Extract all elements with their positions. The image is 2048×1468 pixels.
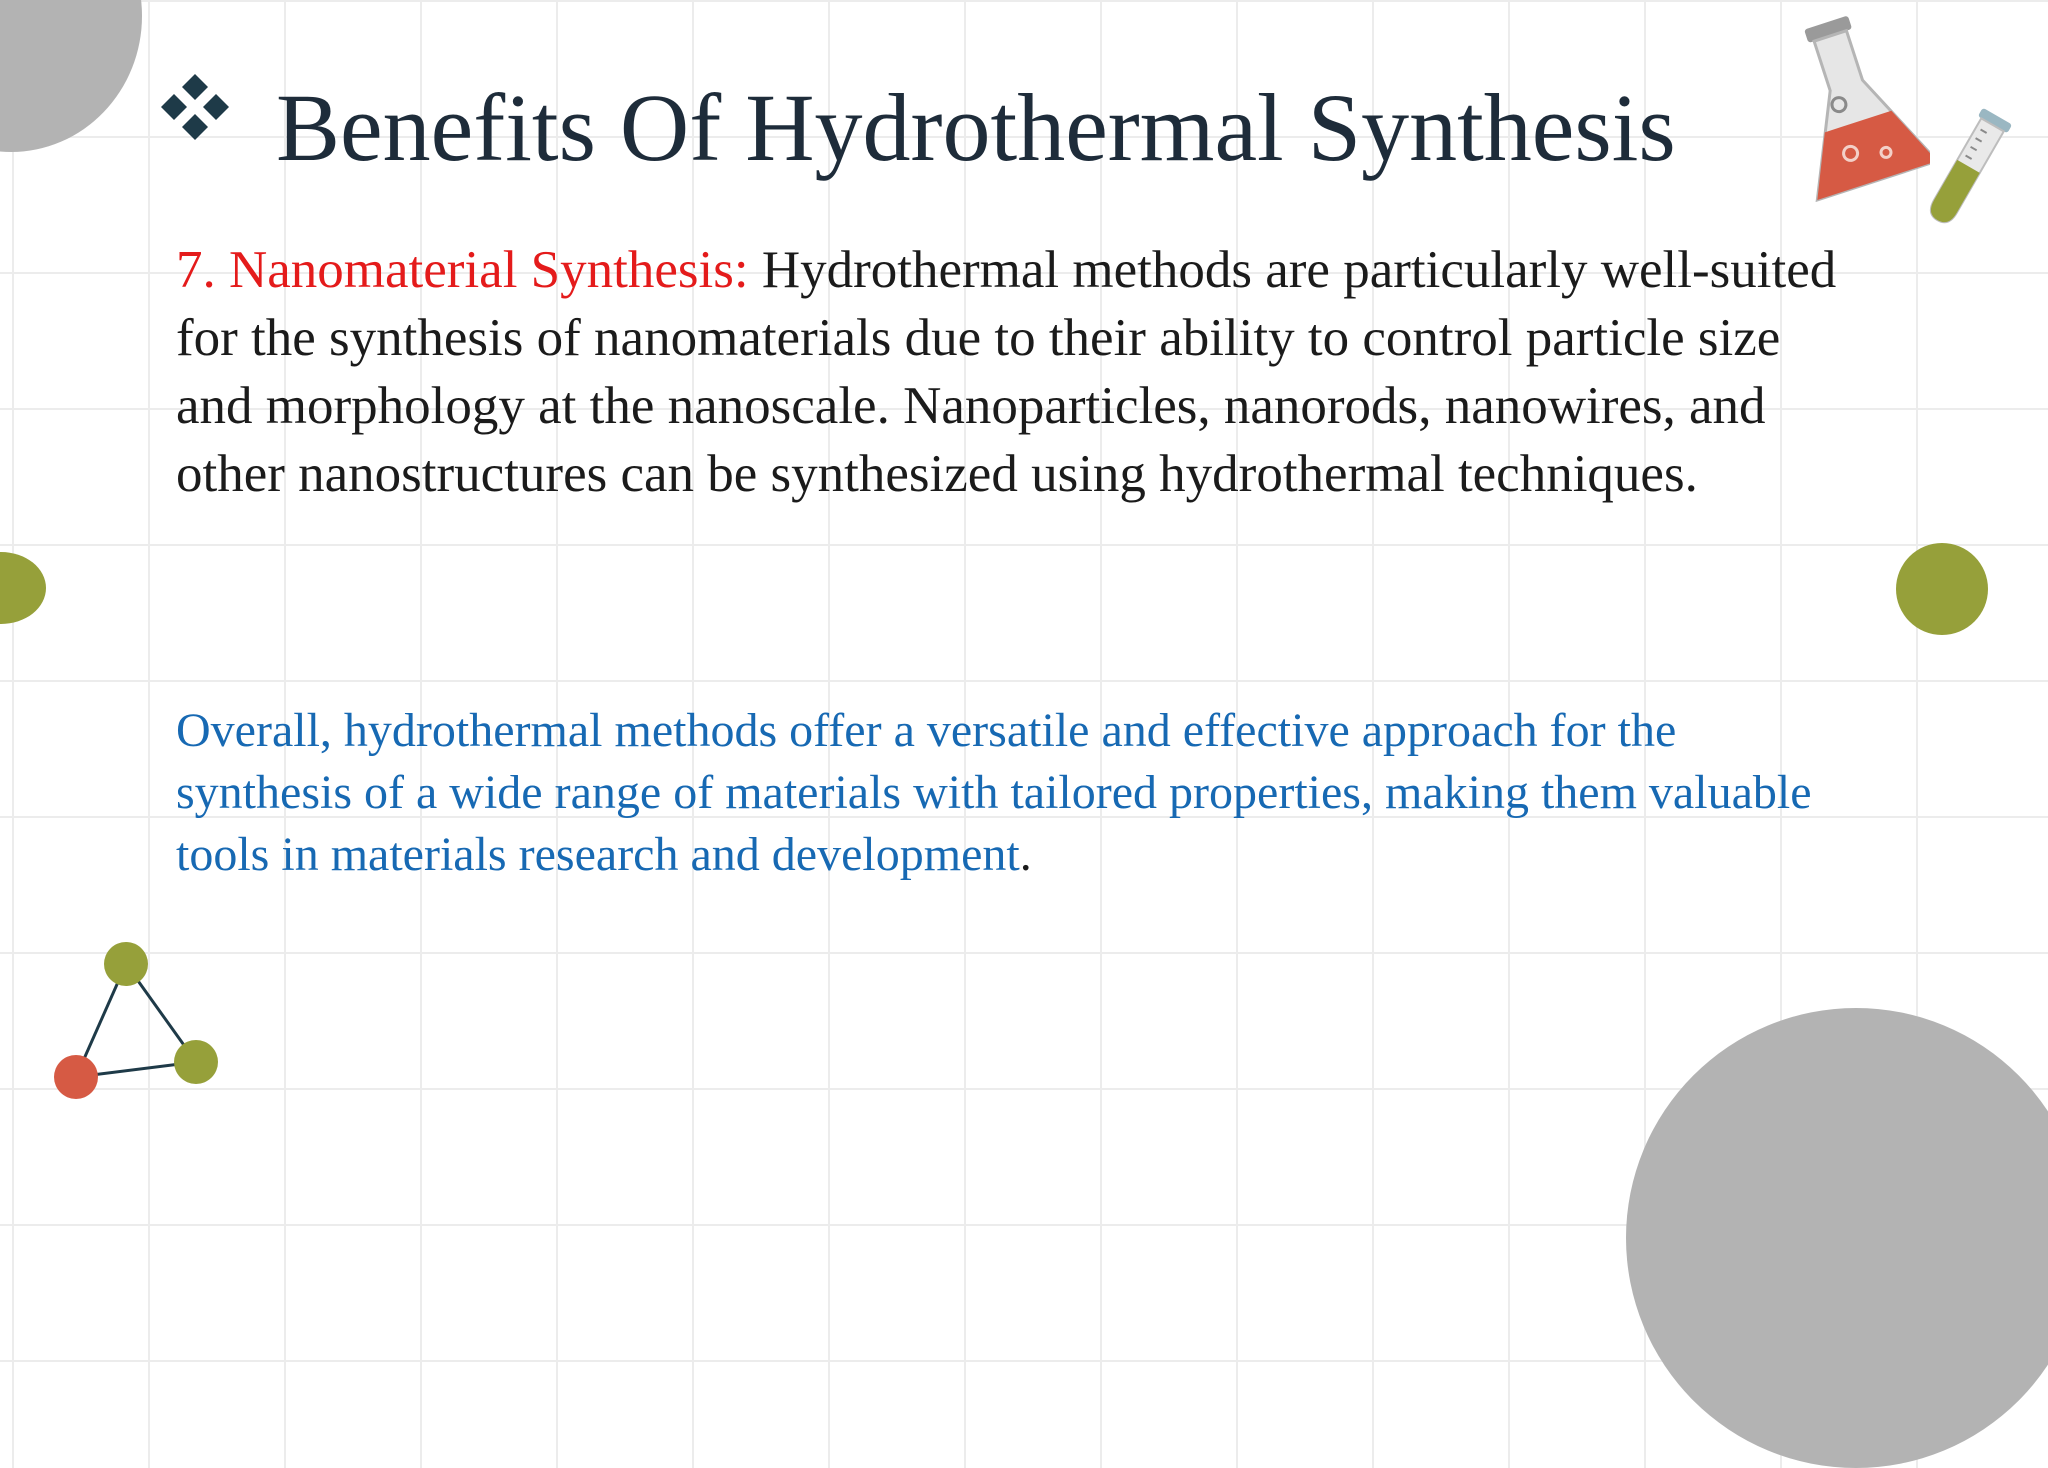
test-tube-icon: [1912, 104, 2022, 234]
benefit-heading: 7. Nanomaterial Synthesis:: [176, 241, 749, 299]
decorative-gray-circle-top-left: [0, 0, 142, 152]
decorative-olive-circle-left: [0, 552, 46, 624]
summary-text: Overall, hydrothermal methods offer a versatile and effective approach for the synthesis of a wide range of materials with tailored properties, making them valuable tools in materials research and development: [176, 704, 1812, 881]
four-diamond-bullet-icon: [156, 72, 234, 144]
summary-paragraph: [176, 700, 1856, 886]
decorative-olive-circle-right: [1896, 543, 1988, 635]
summary-period: .: [1019, 828, 1032, 881]
benefit-paragraph: [176, 236, 1856, 508]
erlenmeyer-flask-icon: [1780, 12, 1930, 202]
slide-title: Benefits Of Hydrothermal Synthesis: [276, 74, 1676, 181]
decorative-gray-circle-bottom-right: [1626, 1008, 2048, 1468]
molecule-icon: [40, 930, 240, 1110]
benefit-text: Hydrothermal methods are particularly well-suited for the synthesis of nanomaterials due to their ability to control particle size and morphology at the nanoscale. Nanoparticles, nanorods, nanowires, and other nanostructures can be synthesized using hydrothermal techniques.: [176, 241, 1837, 503]
